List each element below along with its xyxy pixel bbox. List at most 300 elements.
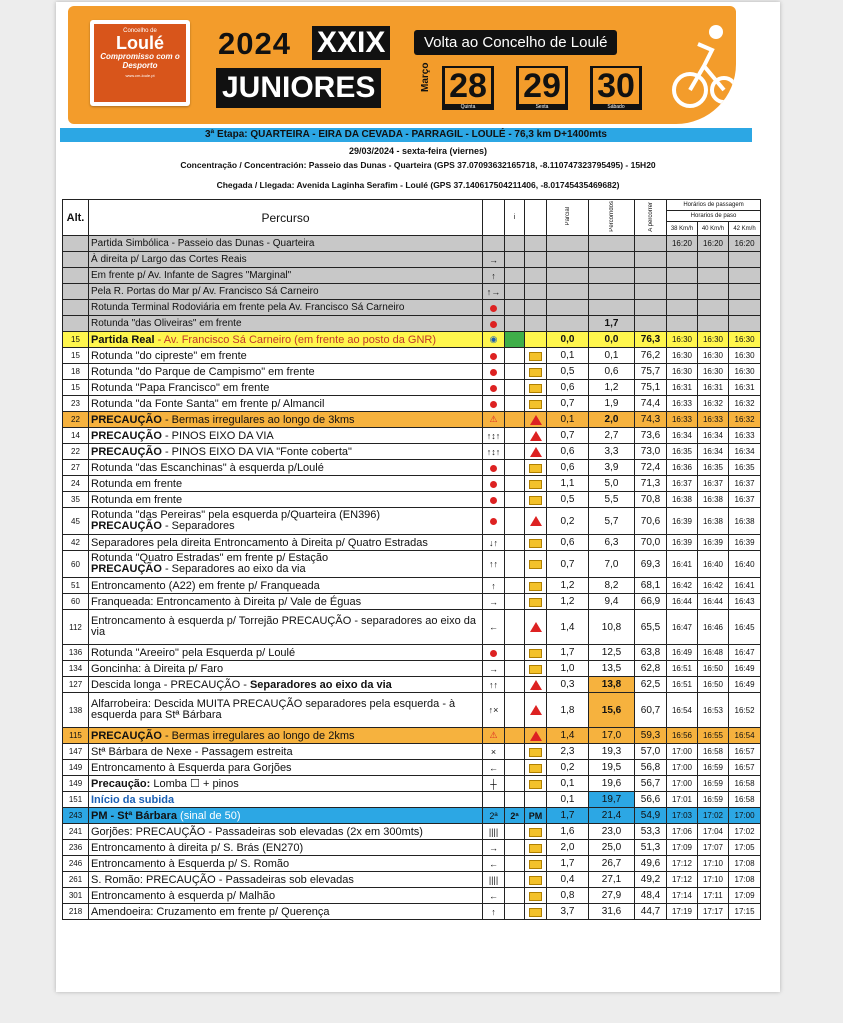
category-cell — [505, 252, 525, 268]
time-38kmh: 16:39 — [667, 535, 698, 551]
finish-info: Chegada / Llegada: Avenida Laginha Serafim - Loulé (GPS 37.140617504211406, -8.01745435469682) — [216, 180, 620, 190]
covered-km: 9,4 — [589, 594, 635, 610]
covered-km: 31,6 — [589, 904, 635, 920]
altitude-cell: 149 — [63, 760, 89, 776]
direction-icon: → — [483, 594, 505, 610]
time-42kmh: 16:47 — [729, 645, 761, 661]
category-cell — [505, 380, 525, 396]
description-cell — [89, 824, 483, 840]
covered-km: 0,0 — [589, 332, 635, 348]
partial-km — [547, 268, 589, 284]
category-cell — [505, 428, 525, 444]
direction-icon — [483, 396, 505, 412]
info-icon — [525, 551, 547, 578]
remaining-km: 68,1 — [635, 578, 667, 594]
description-text: Entroncamento à Esquerda para Gorjões — [91, 761, 292, 774]
logo-small-text: Concelho de — [123, 28, 157, 34]
info-icon — [525, 535, 547, 551]
direction-icon: ⚠ — [483, 412, 505, 428]
remaining-km: 44,7 — [635, 904, 667, 920]
description-cell — [89, 808, 483, 824]
description-text: Rotunda Terminal Rodoviária em frente pela Av. Francisco Sá Carneiro — [91, 302, 405, 313]
info-icon — [525, 792, 547, 808]
info-icon — [525, 284, 547, 300]
covered-km — [589, 236, 635, 252]
category-cell — [505, 332, 525, 348]
info-icon — [525, 428, 547, 444]
time-38kmh: 16:30 — [667, 364, 698, 380]
event-title: Volta ao Concelho de Loulé — [414, 30, 617, 55]
info-icon — [525, 332, 547, 348]
event-year: 2024 — [218, 26, 291, 61]
description-text: - Separadores — [161, 520, 235, 532]
description-text: Entroncamento à esquerda p/ Malhão — [91, 889, 276, 902]
partial-km: 1,2 — [547, 578, 589, 594]
time-40kmh: 16:34 — [698, 428, 729, 444]
table-row — [63, 380, 761, 396]
table-row — [63, 792, 761, 808]
description-text: Entroncamento à direita p/ S. Brás (EN270) — [91, 841, 304, 854]
covered-km — [589, 284, 635, 300]
time-40kmh: 17:04 — [698, 824, 729, 840]
direction-icon: × — [483, 744, 505, 760]
time-40kmh: 16:38 — [698, 492, 729, 508]
altitude-cell — [63, 252, 89, 268]
covered-km: 5,5 — [589, 492, 635, 508]
time-40kmh — [698, 252, 729, 268]
description-cell — [89, 856, 483, 872]
time-38kmh: 16:30 — [667, 332, 698, 348]
covered-km: 21,4 — [589, 808, 635, 824]
category-cell — [505, 776, 525, 792]
remaining-km: 73,6 — [635, 428, 667, 444]
time-38kmh: 17:00 — [667, 776, 698, 792]
covered-km: 19,6 — [589, 776, 635, 792]
partial-km: 1,4 — [547, 728, 589, 744]
description-text: Rotunda "Papa Francisco" em frente — [91, 381, 270, 394]
covered-km — [589, 268, 635, 284]
info-icon — [525, 236, 547, 252]
time-40kmh: 17:17 — [698, 904, 729, 920]
table-row — [63, 396, 761, 412]
description-text: Gorjões: PRECAUÇÃO - Passadeiras sob elevadas (2x em 300mts) — [91, 825, 423, 838]
table-row — [63, 661, 761, 677]
description-bold: PRECAUÇÃO — [91, 445, 162, 458]
altitude-cell — [63, 284, 89, 300]
remaining-km: 71,3 — [635, 476, 667, 492]
time-38kmh: 16:51 — [667, 661, 698, 677]
covered-km: 3,3 — [589, 444, 635, 460]
partial-km: 1,7 — [547, 645, 589, 661]
time-42kmh — [729, 284, 761, 300]
remaining-km — [635, 252, 667, 268]
time-42kmh: 16:32 — [729, 412, 761, 428]
partial-km — [547, 316, 589, 332]
remaining-km: 69,3 — [635, 551, 667, 578]
description-cell — [89, 744, 483, 760]
partial-km: 1,0 — [547, 661, 589, 677]
altitude-cell: 60 — [63, 551, 89, 578]
description-text: - PINOS EIXO DA VIA "Fonte coberta" — [161, 445, 352, 458]
altitude-cell: 246 — [63, 856, 89, 872]
time-42kmh — [729, 268, 761, 284]
info-icon — [525, 693, 547, 728]
description-cell — [89, 300, 483, 316]
time-42kmh: 16:52 — [729, 693, 761, 728]
description-cell — [89, 332, 483, 348]
remaining-km: 60,7 — [635, 693, 667, 728]
remaining-km: 75,7 — [635, 364, 667, 380]
flag-icon — [529, 876, 542, 885]
covered-km: 2,7 — [589, 428, 635, 444]
time-40kmh: 16:20 — [698, 236, 729, 252]
header-icon-col — [483, 200, 505, 236]
category-cell — [505, 872, 525, 888]
description-text: Partida Simbólica - Passeio das Dunas - Quarteira — [91, 238, 315, 249]
time-40kmh: 16:42 — [698, 578, 729, 594]
category-cell — [505, 610, 525, 645]
table-row — [63, 872, 761, 888]
remaining-km: 63,8 — [635, 645, 667, 661]
time-42kmh: 16:40 — [729, 551, 761, 578]
info-icon — [525, 677, 547, 693]
header-parcial: Parcial — [564, 207, 571, 226]
direction-icon: ← — [483, 610, 505, 645]
category-cell — [505, 792, 525, 808]
day-name: Quinta — [460, 104, 476, 110]
covered-km — [589, 300, 635, 316]
info-icon — [525, 492, 547, 508]
description-text: (sinal de 50) — [176, 809, 241, 822]
time-40kmh: 16:33 — [698, 412, 729, 428]
description-cell — [89, 348, 483, 364]
time-42kmh: 16:39 — [729, 535, 761, 551]
category-cell — [505, 412, 525, 428]
remaining-km: 65,5 — [635, 610, 667, 645]
covered-km: 23,0 — [589, 824, 635, 840]
altitude-cell: 243 — [63, 808, 89, 824]
altitude-cell: 149 — [63, 776, 89, 792]
day-number: 28 — [445, 68, 491, 104]
table-row — [63, 460, 761, 476]
direction-icon — [483, 492, 505, 508]
category-cell — [505, 594, 525, 610]
description-text: S. Romão: PRECAUÇÃO - Passadeiras sob elevadas — [91, 873, 354, 886]
altitude-cell: 147 — [63, 744, 89, 760]
direction-icon: ↑ — [483, 578, 505, 594]
description-text: - PINOS EIXO DA VIA — [161, 429, 274, 442]
table-row — [63, 348, 761, 364]
description-text: Rotunda "do Parque de Campismo" em frente — [91, 365, 315, 378]
altitude-cell — [63, 268, 89, 284]
time-40kmh: 16:35 — [698, 460, 729, 476]
flag-icon — [529, 560, 542, 569]
partial-km: 0,1 — [547, 412, 589, 428]
time-40kmh: 17:10 — [698, 856, 729, 872]
warning-icon — [530, 447, 542, 457]
covered-km: 13,5 — [589, 661, 635, 677]
time-38kmh: 16:49 — [667, 645, 698, 661]
flag-icon — [529, 368, 542, 377]
direction-icon: ↑↑ — [483, 551, 505, 578]
description-cell — [89, 840, 483, 856]
category-cell — [505, 760, 525, 776]
month-label: Março — [420, 62, 431, 92]
description-cell — [89, 364, 483, 380]
roundabout-icon — [490, 321, 497, 328]
description-text: Lomba ☐ + pinos — [150, 778, 239, 790]
description-text: Stª Bárbara de Nexe - Passagem estreita — [91, 745, 293, 758]
table-row — [63, 776, 761, 792]
header-horarios-pt: Horários de passagem — [667, 200, 761, 211]
partial-km: 0,7 — [547, 428, 589, 444]
direction-icon: ◉ — [483, 332, 505, 348]
time-40kmh: 16:30 — [698, 364, 729, 380]
table-row — [63, 252, 761, 268]
time-40kmh: 16:50 — [698, 677, 729, 693]
info-icon — [525, 444, 547, 460]
info-icon — [525, 872, 547, 888]
category-cell — [505, 578, 525, 594]
category-cell — [505, 744, 525, 760]
time-42kmh: 17:00 — [729, 808, 761, 824]
flag-icon — [529, 828, 542, 837]
time-42kmh — [729, 252, 761, 268]
description-cell — [89, 380, 483, 396]
time-42kmh: 16:58 — [729, 776, 761, 792]
description-cell — [89, 508, 483, 535]
description-text: Franqueada: Entroncamento à Direita p/ Vale de Éguas — [91, 595, 362, 608]
covered-km: 5,0 — [589, 476, 635, 492]
time-42kmh: 16:57 — [729, 760, 761, 776]
roundabout-icon — [490, 497, 497, 504]
time-38kmh: 17:00 — [667, 760, 698, 776]
partial-km: 0,0 — [547, 332, 589, 348]
info-icon — [525, 645, 547, 661]
description-cell — [89, 268, 483, 284]
remaining-km: 51,3 — [635, 840, 667, 856]
table-row — [63, 594, 761, 610]
time-42kmh: 16:54 — [729, 728, 761, 744]
partial-km: 0,1 — [547, 348, 589, 364]
time-40kmh: 16:46 — [698, 610, 729, 645]
partial-km — [547, 252, 589, 268]
direction-icon: ↑↕↑ — [483, 444, 505, 460]
logo-tagline: Compromisso com o Desporto — [100, 52, 180, 70]
description-cell — [89, 578, 483, 594]
header-42kmh: 42 Km/h — [729, 222, 761, 236]
time-40kmh: 17:07 — [698, 840, 729, 856]
direction-icon — [483, 316, 505, 332]
remaining-km — [635, 316, 667, 332]
flag-icon — [529, 649, 542, 658]
time-40kmh: 16:38 — [698, 508, 729, 535]
time-40kmh: 16:50 — [698, 661, 729, 677]
partial-km: 0,4 — [547, 872, 589, 888]
category-cell — [505, 284, 525, 300]
partial-km: 1,6 — [547, 824, 589, 840]
description-text: - Separadores ao eixo da via — [161, 563, 306, 575]
time-40kmh: 16:30 — [698, 348, 729, 364]
flag-icon — [529, 764, 542, 773]
time-42kmh: 16:31 — [729, 380, 761, 396]
description-cell — [89, 776, 483, 792]
table-row — [63, 677, 761, 693]
table-row — [63, 645, 761, 661]
table-row — [63, 808, 761, 824]
time-42kmh: 16:20 — [729, 236, 761, 252]
description-text: À direita p/ Largo das Cortes Reais — [91, 254, 247, 265]
description-text: Rotunda "das Oliveiras" em frente — [91, 318, 242, 329]
partial-km: 0,5 — [547, 364, 589, 380]
covered-km: 17,0 — [589, 728, 635, 744]
category-cell — [505, 300, 525, 316]
table-row — [63, 728, 761, 744]
time-42kmh: 16:35 — [729, 460, 761, 476]
header-banner — [68, 6, 736, 124]
partial-km: 0,6 — [547, 460, 589, 476]
edition-number: XXIX — [312, 26, 390, 60]
info-icon — [525, 728, 547, 744]
remaining-km: 56,7 — [635, 776, 667, 792]
remaining-km: 54,9 — [635, 808, 667, 824]
time-38kmh: 16:30 — [667, 348, 698, 364]
flag-icon — [529, 665, 542, 674]
partial-km: 0,6 — [547, 444, 589, 460]
category-cell — [505, 728, 525, 744]
time-40kmh: 16:59 — [698, 792, 729, 808]
warning-icon — [530, 516, 542, 526]
remaining-km: 49,6 — [635, 856, 667, 872]
table-row — [63, 284, 761, 300]
time-38kmh: 16:51 — [667, 677, 698, 693]
remaining-km: 66,9 — [635, 594, 667, 610]
time-38kmh: 16:20 — [667, 236, 698, 252]
remaining-km: 59,3 — [635, 728, 667, 744]
flag-icon — [529, 748, 542, 757]
time-38kmh: 16:54 — [667, 693, 698, 728]
covered-km: 13,8 — [589, 677, 635, 693]
direction-icon: ↑→ — [483, 284, 505, 300]
remaining-km: 70,6 — [635, 508, 667, 535]
description-cell — [89, 610, 483, 645]
flag-icon — [529, 598, 542, 607]
logo-url: www.cm-loule.pt — [125, 73, 155, 78]
remaining-km: 73,0 — [635, 444, 667, 460]
flag-icon — [529, 400, 542, 409]
description-cell — [89, 677, 483, 693]
direction-icon: ↑↕↑ — [483, 428, 505, 444]
table-row — [63, 840, 761, 856]
time-38kmh: 16:35 — [667, 444, 698, 460]
info-icon — [525, 412, 547, 428]
time-38kmh: 17:14 — [667, 888, 698, 904]
covered-km: 10,8 — [589, 610, 635, 645]
altitude-cell: 134 — [63, 661, 89, 677]
category-cell — [505, 444, 525, 460]
table-row — [63, 578, 761, 594]
time-40kmh: 17:10 — [698, 872, 729, 888]
time-40kmh: 16:58 — [698, 744, 729, 760]
cyclist-icon — [668, 16, 736, 116]
description-cell — [89, 872, 483, 888]
remaining-km: 49,2 — [635, 872, 667, 888]
time-38kmh: 17:00 — [667, 744, 698, 760]
description-cell — [89, 492, 483, 508]
time-42kmh: 17:15 — [729, 904, 761, 920]
direction-icon: ← — [483, 760, 505, 776]
covered-km: 7,0 — [589, 551, 635, 578]
altitude-cell — [63, 236, 89, 252]
time-40kmh — [698, 300, 729, 316]
info-icon — [525, 888, 547, 904]
description-text: - Bermas irregulares ao longo de 3kms — [161, 413, 355, 426]
time-40kmh: 16:40 — [698, 551, 729, 578]
altitude-cell: 15 — [63, 348, 89, 364]
covered-km: 19,7 — [589, 792, 635, 808]
description-text: Rotunda "das Escanchinas" à esquerda p/Loulé — [91, 461, 324, 474]
roundabout-icon — [490, 465, 497, 472]
covered-km: 19,3 — [589, 744, 635, 760]
time-42kmh: 16:45 — [729, 610, 761, 645]
category-cell — [505, 840, 525, 856]
covered-km: 1,2 — [589, 380, 635, 396]
roundabout-icon — [490, 401, 497, 408]
table-row — [63, 856, 761, 872]
category-cell — [505, 856, 525, 872]
info-icon — [525, 476, 547, 492]
flag-icon — [529, 844, 542, 853]
direction-icon: ↑× — [483, 693, 505, 728]
altitude-cell: 261 — [63, 872, 89, 888]
time-42kmh — [729, 316, 761, 332]
time-40kmh: 16:48 — [698, 645, 729, 661]
altitude-cell: 15 — [63, 332, 89, 348]
description-bold: PRECAUÇÃO — [91, 729, 162, 742]
partial-km: 1,4 — [547, 610, 589, 645]
flag-icon — [529, 539, 542, 548]
time-38kmh: 17:19 — [667, 904, 698, 920]
time-38kmh: 17:12 — [667, 856, 698, 872]
description-bold: PM - Stª Bárbara — [91, 809, 177, 822]
warning-icon — [530, 680, 542, 690]
covered-km: 6,3 — [589, 535, 635, 551]
covered-km: 27,9 — [589, 888, 635, 904]
time-38kmh: 16:33 — [667, 412, 698, 428]
altitude-cell — [63, 316, 89, 332]
direction-icon — [483, 348, 505, 364]
category-cell — [505, 460, 525, 476]
time-40kmh: 16:37 — [698, 476, 729, 492]
time-38kmh — [667, 300, 698, 316]
description-text: - Av. Francisco Sá Carneiro (em frente ao posto da GNR) — [154, 333, 437, 346]
info-icon — [525, 316, 547, 332]
partial-km — [547, 284, 589, 300]
roundabout-icon — [490, 305, 497, 312]
stage-date: 29/03/2024 - sexta-feira (viernes) — [348, 146, 488, 156]
info-icon — [525, 252, 547, 268]
altitude-cell: 22 — [63, 412, 89, 428]
covered-km: 2,0 — [589, 412, 635, 428]
direction-icon: ↑↑ — [483, 677, 505, 693]
description-cell — [89, 904, 483, 920]
category-cell — [505, 396, 525, 412]
direction-icon — [483, 508, 505, 535]
time-40kmh: 16:55 — [698, 728, 729, 744]
description-cell — [89, 792, 483, 808]
time-38kmh: 16:31 — [667, 380, 698, 396]
description-text: Rotunda "do cipreste" em frente — [91, 349, 247, 362]
